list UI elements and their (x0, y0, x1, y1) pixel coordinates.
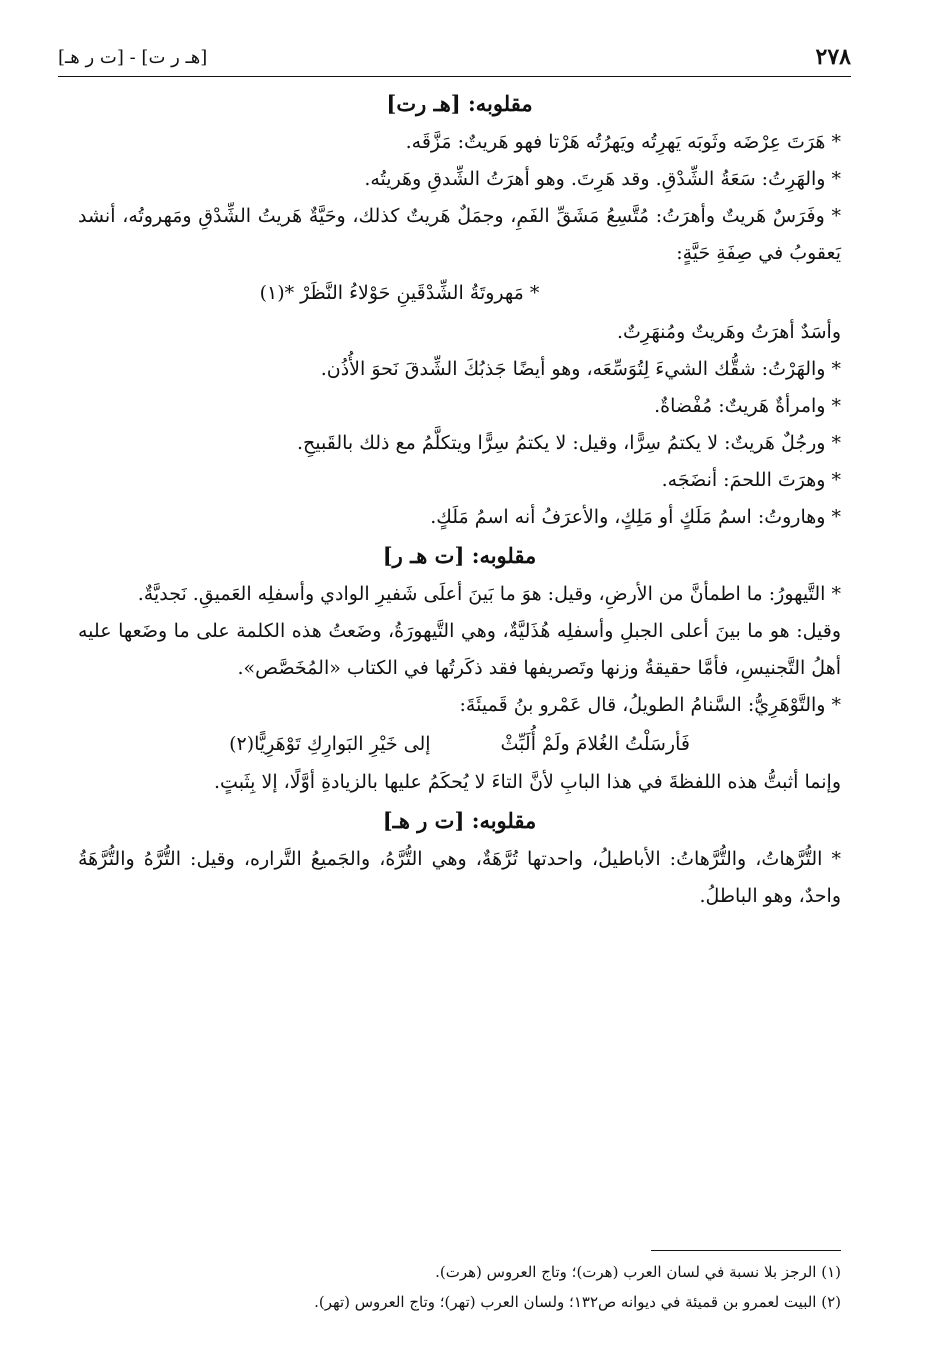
paragraph: وقيل: هو ما بينَ أعلى الجبلِ وأسفلِه هُذَليَّةٌ، وهي التَّيهورَةُ، وضَعتُ هذه الكلمة على ما وضَعها عليه أهلُ التَّجنيسِ، فأمَّا حقيقةُ وزنها وتَصريفها فقد ذكَرتُها في الكتاب «المُخَصَّص». (78, 620, 841, 679)
page-number: ٢٧٨ (815, 44, 851, 70)
paragraph: * التُّرَّهاتُ، والتُّرَّهاتُ: الأباطيلُ، واحدتها تُرَّهَةٌ، وهي التُّرَّهُ، والجَميعُ التَّراره، وقيل: التُّرَّهُ والتُّرَّهَةُ واحدٌ، وهو الباطلُ. (78, 848, 841, 907)
verse-first-hemistich: فَأرسَلْتُ الغُلامَ ولَمْ أُلَبِّثْ (500, 733, 690, 755)
paragraph: * وهرَتَ اللحمَ: أنضَجَه. (661, 469, 841, 491)
section-heading: مقلوبه: [هـ رت] (386, 91, 533, 116)
paragraph: * هَرَتَ عِرْضَه وثَوبَه يَهرِتُه ويَهرُتُه هَرْتا فهو هَريتٌ: مَزَّقَه. (405, 131, 841, 153)
section-heading: مقلوبه: [ت هـ ر] (382, 543, 537, 568)
footnote: (١) الرجز بلا نسبة في لسان العرب (هرت)؛ وتاج العروس (هرت). (435, 1263, 841, 1281)
page-body (78, 84, 841, 915)
verse-couplet (78, 724, 841, 764)
section-heading: مقلوبه: [ت ر هـ] (382, 808, 537, 833)
verse-line: * مَهروتَةُ الشِّدْقَينِ حَوْلاءُ النَّظَرْ *(١) (259, 282, 540, 304)
paragraph: * وفَرَسٌ هَريتٌ وأهرَتُ: مُتَّسِعُ مَشَقِّ الفَمِ، وجمَلٌ هَريتٌ كذلك، وحَيَّةٌ هَريتُ الشِّدْقِ ومَهروتُه، أنشد يَعقوبُ في صِفَةِ حَيَّةٍ: (78, 205, 841, 264)
footnote: (٢) البيت لعمرو بن قميئة في ديوانه ص١٣٢؛ ولسان العرب (تهر)؛ وتاج العروس (تهر). (314, 1293, 841, 1311)
paragraph: وأسَدٌ أهرَتُ وهَريتٌ ومُنهَرِتٌ. (616, 321, 841, 343)
paragraph: * والتَّوْهَرِيُّ: السَّنامُ الطويلُ، قال عَمْرو بنُ قَميئَةَ: (459, 694, 841, 716)
running-head-title: [هـ ر ت] - [ت ر هـ] (58, 46, 208, 68)
paragraph: * التَّيهورُ: ما اطمأنَّ من الأرضِ، وقيل: هوَ ما بَينَ أعلَى شَفيرِ الوادي وأسفلِه العَميقِ. نَجديَّةٌ. (137, 583, 841, 605)
paragraph: وإنما أثبتُّ هذه اللفظةَ في هذا البابِ لأنَّ التاءَ لا يُحكَمُ عليها بالزيادةِ أوَّلًا، إلا بِثَبتٍ. (214, 771, 841, 793)
footnote-divider (651, 1250, 841, 1251)
paragraph: * والهَرْتُ: شقُّك الشيءَ لِتُوَسِّعَه، وهو أيضًا جَذبُكَ الشِّدقَ نَحوَ الأُذُن. (320, 358, 841, 380)
paragraph: * وهاروتُ: اسمُ مَلَكٍ أو مَلِكٍ، والأعرَفُ أنه اسمُ مَلَكٍ. (430, 506, 841, 528)
running-head (58, 38, 851, 77)
paragraph: * والهَرِتُ: سَعَةُ الشِّدْقِ. وقد هَرِتَ. وهو أهرَتُ الشِّدقِ وهَريتُه. (364, 168, 841, 190)
paragraph: * ورجُلٌ هَريتٌ: لا يكتمُ سِرًّا، وقيل: لا يكتمُ سِرًّا ويتكلَّمُ مع ذلك بالقَبيحِ. (296, 432, 841, 454)
footnotes (78, 1250, 841, 1317)
paragraph: * وامرأةٌ هَريتٌ: مُفْضاةٌ. (654, 395, 841, 417)
verse-second-hemistich: إلى خَيْرِ البَوارِكِ تَوْهَرِيًّا(٢) (229, 733, 431, 755)
